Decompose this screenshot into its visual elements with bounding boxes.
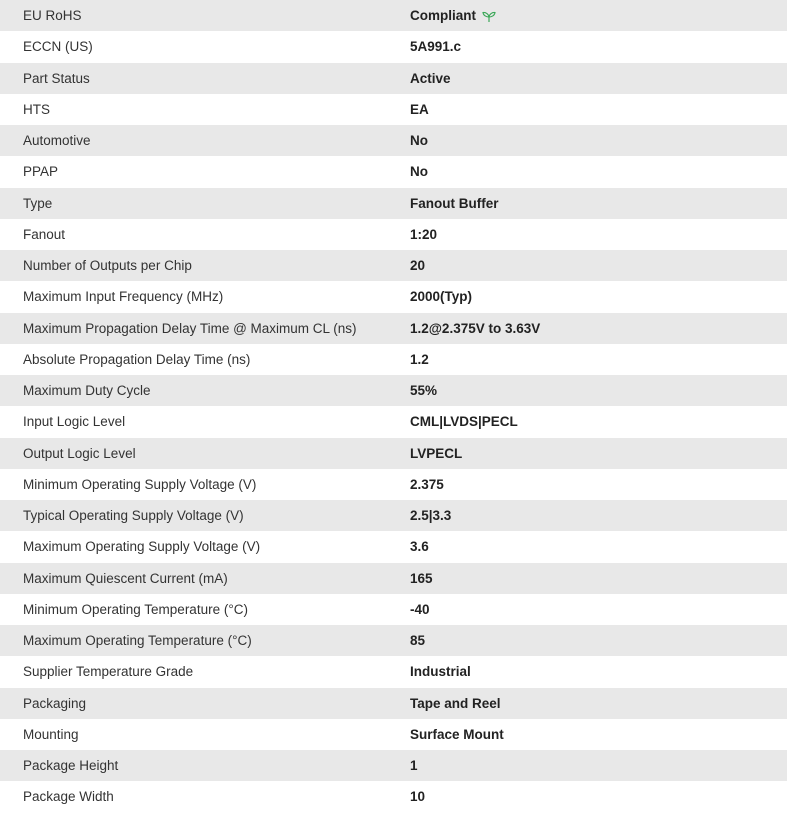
attribute-value — [410, 63, 787, 94]
attribute-value — [410, 313, 787, 344]
attribute-name: Maximum Duty Cycle — [23, 383, 151, 399]
attribute-value — [410, 500, 787, 531]
attribute-value-text: 165 — [410, 570, 433, 586]
attribute-value — [410, 625, 787, 656]
attribute-value-text: 2.5|3.3 — [410, 508, 452, 524]
attribute-value-text: 5A991.c — [410, 39, 462, 55]
table-row — [0, 438, 787, 469]
attribute-name: Mounting — [23, 726, 79, 742]
table-row — [0, 63, 787, 94]
attribute-value-text: Tape and Reel — [410, 695, 501, 711]
attribute-value — [410, 219, 787, 250]
table-row — [0, 31, 787, 62]
attribute-value — [410, 156, 787, 187]
attribute-name: EU RoHS — [23, 8, 82, 24]
table-row — [0, 125, 787, 156]
attribute-name: Package Width — [23, 789, 114, 805]
table-row — [0, 250, 787, 281]
attribute-value — [410, 750, 787, 781]
attribute-name: Maximum Operating Temperature (°C) — [23, 633, 252, 649]
attribute-value-text: 20 — [410, 258, 426, 274]
attribute-value-text: 10 — [410, 789, 426, 805]
table-row — [0, 156, 787, 187]
attribute-value-text: LVPECL — [410, 445, 463, 461]
attribute-name: Supplier Temperature Grade — [23, 664, 194, 680]
attribute-value-text: CML|LVDS|PECL — [410, 414, 518, 430]
table-row — [0, 563, 787, 594]
attribute-value — [410, 344, 787, 375]
attribute-value — [410, 719, 787, 750]
attribute-name: Output Logic Level — [23, 445, 136, 461]
attribute-value-text: EA — [410, 101, 429, 117]
attribute-value — [410, 375, 787, 406]
attribute-name: Packaging — [23, 695, 87, 711]
attribute-value-text: 55% — [410, 383, 438, 399]
attribute-value-text: -40 — [410, 601, 430, 617]
attribute-value-text: Compliant — [410, 8, 476, 24]
attribute-name: Maximum Quiescent Current (mA) — [23, 570, 228, 586]
attribute-value-text: 3.6 — [410, 539, 429, 555]
table-row — [0, 188, 787, 219]
attribute-value — [410, 531, 787, 562]
attribute-value-text: 1.2@2.375V to 3.63V — [410, 320, 541, 336]
attribute-value — [410, 594, 787, 625]
attribute-value-text: 1.2 — [410, 351, 429, 367]
table-row — [0, 781, 787, 812]
table-row — [0, 719, 787, 750]
attribute-name: Absolute Propagation Delay Time (ns) — [23, 351, 251, 367]
leaf-icon — [481, 11, 497, 23]
attribute-name: Type — [23, 195, 53, 211]
table-row — [0, 344, 787, 375]
attribute-value-text: 85 — [410, 633, 426, 649]
table-row — [0, 688, 787, 719]
attribute-name: Number of Outputs per Chip — [23, 258, 192, 274]
table-row — [0, 750, 787, 781]
attribute-name: HTS — [23, 101, 50, 117]
attribute-name: Maximum Input Frequency (MHz) — [23, 289, 224, 305]
attribute-value — [410, 125, 787, 156]
attribute-name: Fanout — [23, 226, 66, 242]
attribute-value-text: Industrial — [410, 664, 471, 680]
table-row — [0, 313, 787, 344]
attribute-value — [410, 406, 787, 437]
table-row — [0, 219, 787, 250]
attribute-value-text: 2000(Typ) — [410, 289, 473, 305]
table-row — [0, 500, 787, 531]
attribute-value — [410, 438, 787, 469]
attribute-name: Minimum Operating Temperature (°C) — [23, 601, 248, 617]
attribute-name: Automotive — [23, 133, 91, 149]
table-row — [0, 625, 787, 656]
attribute-value-text: 2.375 — [410, 476, 444, 492]
attribute-value — [410, 469, 787, 500]
table-row — [0, 469, 787, 500]
attribute-value — [410, 656, 787, 687]
attribute-name: Minimum Operating Supply Voltage (V) — [23, 476, 257, 492]
attribute-value-text: Active — [410, 70, 451, 86]
table-row — [0, 0, 787, 31]
attribute-value-text: 1:20 — [410, 226, 438, 242]
attribute-name: PPAP — [23, 164, 59, 180]
attribute-value — [410, 281, 787, 312]
table-row — [0, 281, 787, 312]
attribute-value-text: No — [410, 164, 428, 180]
attribute-value — [410, 688, 787, 719]
attribute-value — [410, 250, 787, 281]
table-row — [0, 375, 787, 406]
attribute-value — [410, 31, 787, 62]
attribute-value — [410, 188, 787, 219]
attribute-value-text: Fanout Buffer — [410, 195, 499, 211]
attribute-value-text: Surface Mount — [410, 726, 504, 742]
table-row — [0, 406, 787, 437]
attribute-value — [410, 94, 787, 125]
table-row — [0, 656, 787, 687]
table-row — [0, 94, 787, 125]
attribute-name: Input Logic Level — [23, 414, 126, 430]
attribute-value — [410, 781, 787, 812]
attribute-name: Maximum Propagation Delay Time @ Maximum CL (ns) — [23, 320, 357, 336]
attribute-name: ECCN (US) — [23, 39, 93, 55]
attribute-name: Part Status — [23, 70, 90, 86]
table-row — [0, 594, 787, 625]
attribute-name: Maximum Operating Supply Voltage (V) — [23, 539, 261, 555]
attribute-value — [410, 563, 787, 594]
attribute-value-text: 1 — [410, 758, 418, 774]
attribute-value — [410, 0, 787, 31]
attribute-name: Package Height — [23, 758, 119, 774]
attribute-name: Typical Operating Supply Voltage (V) — [23, 508, 244, 524]
table-row — [0, 531, 787, 562]
attribute-value-text: No — [410, 133, 428, 149]
